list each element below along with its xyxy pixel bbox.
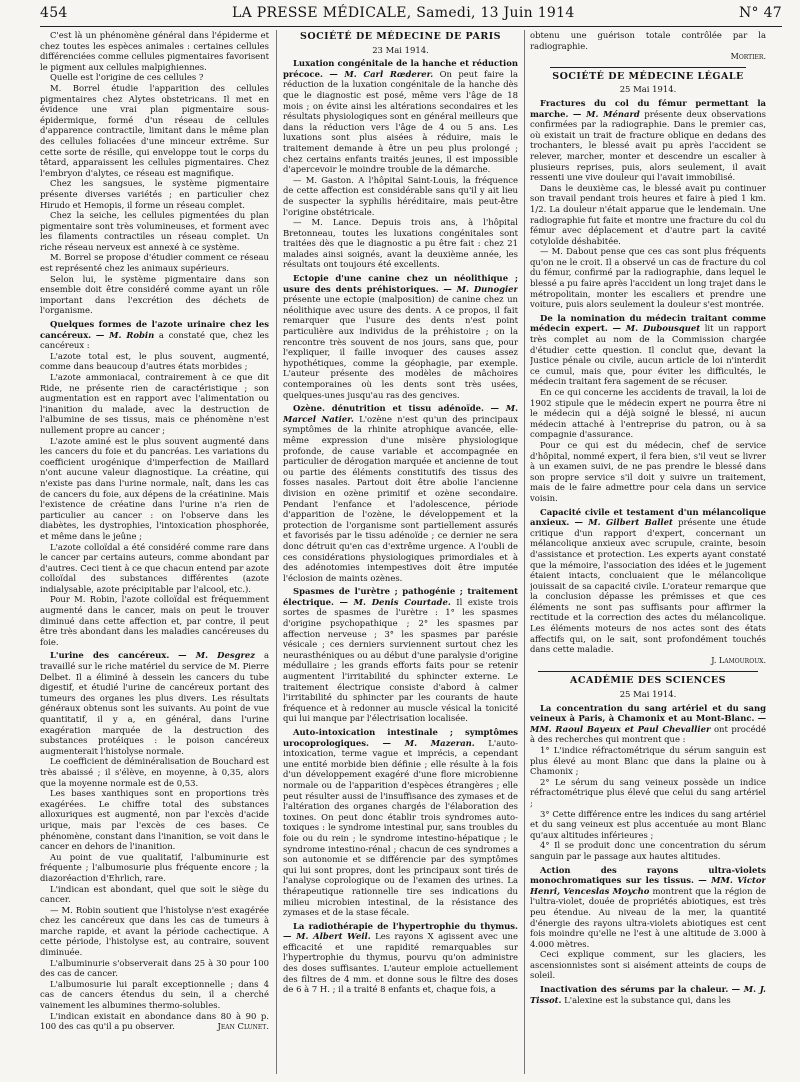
paragraph: a travaillé sur le riche matériel du service de M. Pierre Delbet. Il a éliminé à dessein les cancers du tube digestif, et étudié l'urine de cancéreux portant des tumeurs des organes les plus divers. Les résultats généraux obtenus sont les suivants. Au point de vue quantitatif, il y a, en général, dans l'urine exagération marquée de la destruction des substances protéiques : le poison cancéreux augmenterait l'histolyse normale. [40, 650, 269, 756]
article-author: — MM. Raoul Bayeux et Paul Chevallier [530, 713, 766, 734]
column-3 [530, 30, 766, 1074]
article-lead [530, 313, 766, 387]
article-title: L'urine des cancéreux. [50, 650, 170, 661]
article-author: — M. Albert Weil. [283, 931, 371, 942]
paragraph: a constaté que, chez les cancéreux : [40, 329, 269, 351]
paragraph: En ce qui concerne les accidents de travail, la loi de 1902 stipule que le médecin expert ne pourra être ni le médecin qui a déjà soigné le blessé, ni aucun médecin attaché à l'entreprise du patron, ou à sa compagnie d'assurance. [530, 387, 766, 440]
article-author: — MM. Victor Henri, Venceslas Moycho [530, 875, 766, 896]
paragraph: Les rayons X agissent avec une efficacité et une rapidité remarquables sur l'hypertrophie du thymus, pourvu qu'on administre des doses suffisantes. L'auteur emploie actuellement des filtres de 4 mm. et donne sous le filtre des doses de 6 à 7 H. ; il a traité 8 enfants et, chaque fois, a [283, 931, 518, 995]
paragraph: L'azote aminé est le plus souvent augmenté dans les cancers du foie et du pancréas. Les variations du coefficient urogénique d'imperfection de Maillard n'ont aucune valeur diagnostique. La créatine, qui n'existe pas dans l'urine normale, naît, dans les cas de cancers du foie, aux dépens de la créatinine. Mais l'existence de créatine dans l'urine n'a rien de particulier au cancer : on l'observe dans les diabètes, les dystrophies, l'intoxication phosphorée, et même dans le jeûne ; [40, 435, 269, 541]
paragraph: Il existe trois sortes de spasmes de l'urètre : 1° les spasmes d'origine psychopathique ; 2° les spasmes par affection nerveuse ; 3° les spasmes par parésie vésicale ; ces derniers surviennent surtout chez les neurasthéniques ou au début d'une paralysie d'origine médullaire ; les grands efforts faits pour se retenir augmentent l'irritabilité du sphincter externe. Le traitement électrique consiste d'abord à calmer l'irritabilité du sphincter par les courants de haute fréquence et à redonner au muscle vésical la tonicité qui lui manque par l'électrisation localisée. [283, 596, 518, 724]
paragraph: Selon lui, le système pigmentaire dans son ensemble doit être considéré comme ayant un rôle important dans l'excrétion des déchets de l'organisme. [40, 273, 269, 316]
paragraph: 3° Cette différence entre les indices du sang artériel et du sang veineux est plus accentuée au mont Blanc qu'aux altitudes inférieures ; [530, 808, 766, 840]
paragraph: L'indican est abondant, quel que soit le siège du cancer. [40, 883, 269, 905]
section-rule [550, 67, 746, 68]
issue-number: N° 47 [738, 5, 782, 21]
article-author: — M. Gilbert Ballet [574, 517, 673, 528]
article-title: Fractures du col du fémur permettant la marche. [530, 97, 766, 119]
paragraph: — M. Dabout pense que ces cas sont plus fréquents qu'on ne le croit. Il a observé un cas de fracture du col du fémur, confirmé par la radiographie, dans lequel le blessé a pu faire après l'accident un long trajet dans le métropolitain, monter les escaliers et prendre une voiture, puis alors seulement la douleur s'est montrée. [530, 246, 766, 310]
article-lead [530, 984, 766, 1005]
paragraph: Dans le deuxième cas, le blessé avait pu continuer son travail pendant trois heures et faire à pied 1 km. 1/2. La douleur n'était apparue que le lendemain. Une radiographie fut faite et montre une fracture du col du fémur avec déplacement et d'autre part la cavité cotyloïde déshabitée. [530, 182, 766, 246]
article-title: Auto-intoxication intestinale ; symptômes urocoprologiques. [283, 727, 518, 748]
paragraph: Quelle est l'origine de ces cellules ? [50, 72, 204, 83]
header-rule [40, 26, 782, 27]
article-lead [530, 98, 766, 183]
author-signature: J. Lamouroux. [711, 655, 766, 665]
paragraph: M. Borrel se propose d'étudier comment ce réseau est représenté chez les animaux supérieurs. [40, 252, 269, 274]
section-heading: SOCIÉTÉ DE MÉDECINE LÉGALE [552, 70, 744, 82]
journal-title: LA PRESSE MÉDICALE, Samedi, 13 Juin 1914 [232, 5, 575, 21]
paragraph: On peut faire la réduction de la luxation congénitale de la hanche dès que le diagnostic est posé, même vers l'âge de 18 mois ; on évite ainsi les altérations secondaires et les résultats physiologiques sont en général meilleurs que dans la réduction vers l'âge de 4 ou 5 ans. Les luxations sont plus aisées à réduire, mais le traitement demande à être un peu plus prolongé ; chez certains enfants traités jeunes, il est impossible d'apercevoir le moindre trouble de la démarche. [283, 68, 518, 175]
paragraph: Le coefficient de déminéralisation de Bouchard est très abaissé ; il s'élève, en moyenne, à 0,35, alors que la moyenne normale est de 0,53. [40, 756, 269, 788]
article-title: Ozène. dénutrition et tissu adénoïde. [293, 403, 484, 414]
article-title: Ectopie d'une canine chez un néolithique ; usure des dents préhistoriques. [283, 273, 518, 294]
article-lead [283, 58, 518, 175]
paragraph: L'albumosurie lui paraît exceptionnelle ; dans 4 cas de cancers étendus du sein, il a cherché vainement les albumines thermo-solubles. [40, 978, 269, 1011]
paragraph [40, 1011, 269, 1032]
paragraph: C'est là un phénomène général dans l'épiderme et chez toutes les espèces animales : certaines cellules différenciées comme cellules pigmentaires favorisent le pigment aux cellules malpighiennes. [40, 30, 269, 72]
paragraph: ont procédé à des recherches qui montrent que : [530, 723, 766, 745]
article-lead [283, 273, 518, 400]
paragraph: — M. Lance. Depuis trois ans, à l'hôpital Bretonneau, toutes les luxations congénitales sont traitées dès que le diagnostic a pu être fait : chez 21 malades ainsi soignés, avant la deuxième année, les résultats ont toujours été excellents. [283, 217, 518, 270]
article-author: — M. J. Tissot. [530, 984, 766, 1005]
paragraph: présente une ectopie (malposition) de canine chez un néolithique avec usure des dents. A ce propos, il fait remarquer que l'usure des dents n'est point particulière aux individus de la préhistoire ; on la rencontre très souvent de nos jours, sans que, pour l'expliquer, il faille invoquer des causes assez hypothétiques, comme la géophagie, par exemple. L'auteur présente des modèles de mâchoires contemporaines où les dents sont très usées, quelques-unes jusqu'au ras des gencives. [283, 294, 518, 400]
paragraph: L'auto-intoxication, terme vague et imprécis, a cependant une entité morbide bien définie ; elle résulte à la fois d'un développement exagéré d'une flore microbienne normale ou de l'apparition d'espèces étrangères ; elle peut résulter aussi de l'insuffisance des zymases et de l'altération des organes chargés de l'élaboration des toxines. On peut donc établir trois syndromes auto-toxiques : le syndrome intestinal pur, sans troubles du foie ou du rein ; le syndrome intestino-hépatique ; le syndrome intestino-rénal ; chacun de ces syndromes a son autonomie et se différencie par des symptômes qui lui sont propres, dont les principaux sont tirés de l'analyse coprologique ou de l'examen des urines. La thérapeutique rationnelle tire ses indications du milieu microbien intestinal, de la résistance des zymases et de la stase fécale. [283, 737, 518, 918]
article-title: La concentration du sang artériel et du sang veineux à Paris, à Chamonix et au Mont-Blanc. [530, 702, 766, 724]
article-lead [283, 727, 518, 918]
paragraph: Chez les sangsues, le système pigmentaire présente diverses variétés ; en particulier chez Hirudo et Hemopis, il forme un réseau complet. [40, 178, 269, 210]
article-title: La radiothérapie de l'hypertrophie du thymus. [293, 920, 518, 931]
paragraph: L'azote ammoniacal, contrairement à ce que dit Ride, ne présente rien de caractéristique ; son augmentation est en rapport avec l'alimentation ou l'inanition du malade, avec la destruction de l'albumine de ses tissus, mais ce phénomène n'est nullement propre au cancer ; [40, 372, 269, 435]
paragraph: Ceci explique comment, sur les glaciers, les ascensionnistes sont si aisément atteints de coups de soleil. [530, 949, 766, 981]
article-author: — M. Ménard [572, 108, 640, 119]
section-rule [538, 671, 758, 672]
article-lead [283, 921, 518, 995]
article-lead [283, 403, 518, 583]
article-lead [40, 319, 269, 351]
paragraph: — M. Robin soutient que l'histolyse n'est exagérée chez les cancéreux que dans les cas de tumeurs à marche rapide, et avant la période cachectique. A cette période, l'histolyse est, au contraire, souvent diminuée. [40, 904, 269, 958]
article-title: Inactivation des sérums par la chaleur. [540, 984, 729, 995]
article-author: — M. Robin [95, 329, 155, 340]
article-lead [40, 650, 269, 756]
paragraph: Pour ce qui est du médecin, chef de service d'hôpital, nommé expert, il fera bien, s'il veut se livrer à un examen suivi, de ne pas prendre le blessé dans son propre service s'il doit y suivre un traitement, mais de le faire admettre pour cela dans un service voisin. [530, 439, 766, 503]
article-author: — M. Desgrez [178, 650, 256, 661]
article-title: Capacité civile et testament d'un mélancolique anxieux. [530, 506, 766, 528]
article-author: — M. Marcel Natier. [283, 403, 518, 424]
paragraph: L'azote total est, le plus souvent, augmenté, comme dans beaucoup d'autres états morbides ; [40, 350, 269, 372]
paragraph: 1° L'indice réfractométrique du sérum sanguin est plus élevé au mont Blanc que dans la plaine ou à Chamonix ; [530, 745, 766, 777]
article-title: De la nomination du médecin traitant comme médecin expert. [530, 312, 766, 334]
paragraph: Les bases xanthiques sont en proportions très exagérées. Le chiffre total des substances alloxuriques est augmenté, non par l'excès d'acide urique, mais par l'excès de ces bases. Ce phénomène, constant dans l'inanition, se voit dans le cancer en dehors de l'inanition. [40, 788, 269, 852]
article-author: — M. Carl Rœderer. [329, 68, 434, 79]
paragraph: montrent que la région de l'ultra-violet, douée de propriétés abiotiques, est très peu étendue. Au niveau de la mer, la quantité d'énergie des rayons ultra-violets abiotiques est cent fois moindre qu'elle ne l'est à une altitude de 3.000 à 4.000 mètres. [530, 885, 766, 949]
section-date: 25 Mai 1914. [619, 84, 677, 95]
article-lead [530, 865, 766, 950]
section-heading: SOCIÉTÉ DE MÉDECINE DE PARIS [299, 31, 502, 42]
column-divider [524, 30, 525, 1074]
paragraph: 2° Le sérum du sang veineux possède un indice réfractométrique plus élevé que celui du sang artériel ; [530, 776, 766, 808]
paragraph: Chez la seiche, les cellules pigmentées du plan pigmentaire sont très volumineuses, et forment avec les filaments contractiles un réseau complet. Un riche réseau nerveux est annexé à ce système. [40, 210, 269, 252]
paragraph: L'albuminurie s'observerait dans 25 à 30 pour 100 des cas de cancer. [40, 957, 269, 979]
column-1 [40, 30, 269, 1074]
article-lead [283, 586, 518, 724]
section-date: 23 Mai 1914. [372, 44, 429, 55]
article-author: — M. Denis Courtade. [339, 596, 451, 607]
paragraph: présente deux observations confirmées par la radiographie. Dans le premier cas, où existait un trait de fracture oblique en dedans des trochanters, le blessé avait pu après l'accident se relever, marcher, monter et descendre un escalier à plusieurs reprises, puis, alors seulement, il avait ressenti une vive douleur qui l'avait immobilisé. [530, 108, 766, 183]
page-number: 454 [40, 5, 68, 21]
author-signature: Mortier. [730, 52, 766, 62]
article-title: Luxation congénitale de la hanche et réduction précoce. [283, 58, 518, 79]
paragraph: Pour M. Robin, l'azote colloïdal est fréquemment augmenté dans le cancer, mais on peut le trouver diminué dans cette affection et, par contre, il peut être très abondant dans les maladies cancéreuses du foie. [40, 594, 269, 647]
paragraph: Au point de vue qualitatif, l'albuminurie est fréquente ; l'albumosurie plus fréquente encore ; la diazoréaction d'Ehrlich, rare. [40, 851, 269, 883]
article-title: Action des rayons ultra-violets monochromatiques sur les tissus. [530, 864, 766, 886]
running-header [40, 2, 782, 24]
paragraph: L'ozène n'est qu'un des principaux symptômes de la rhinite atrophique avancée, elle-même expression d'une misère physiologique profonde, de cause variable et accompagnée en particulier de dérogation marquée et ancienne de tout ou partie des éléments constitutifs des tissus des fosses nasales. Partout doit être abolie l'ancienne division en ozène primitif et ozène secondaire. Pendant l'enfance et l'adolescence, période d'apparition de l'ozène, le développement et la protection de l'organisme sont partiellement assurés et favorisés par le tissu adénoïde ; ce dernier ne sera donc détruit qu'en cas d'extrême urgence. A l'oubli de ces considérations physiologiques primordiales et à des adénotomies intempestives doit être imputée l'éclosion de maints ozènes. [283, 413, 518, 583]
paragraph: L'alexine est la substance qui, dans les [564, 994, 731, 1005]
section-heading: ACADÉMIE DES SCIENCES [570, 675, 726, 687]
section-date: 25 Mai 1914. [619, 689, 677, 700]
paragraph: L'azote colloïdal a été considéré comme rare dans le cancer par certains auteurs, comme abondant par d'autres. Ceci tient à ce que chacun entend par azote colloïdal des substances différentes (azote indialysable, azote précipitable par l'alcool, etc.). [40, 541, 269, 594]
paragraph-text: L'indican existait en abondance dans 80 à 90 p. 100 des cas qu'il a pu observer. [40, 1010, 269, 1032]
article-title: Spasmes de l'urètre ; pathogénie ; traitement électrique. [283, 586, 518, 607]
article-author: — M. Dunogier [443, 283, 518, 294]
article-lead [530, 703, 766, 745]
paragraph: lit un rapport très complet au nom de la Commission chargée d'étudier cette question. Il conclut que, devant la Justice pénale ou civile, aucun article de loi n'interdit ce cumul, mais que, pour éviter les difficultés, le médecin traitant fera sagement de se récuser. [530, 323, 766, 387]
article-author: — M. Mazeran. [382, 737, 475, 748]
paragraph: obtenu une guérison totale contrôlée par la radiographie. [530, 30, 766, 51]
author-signature: Jean Clunet. [217, 1021, 269, 1032]
paragraph: présente une étude critique d'un rapport d'expert, concernant un mélancolique anxieux avec scrupule, crainte, besoin d'assistance et protection. Les experts ayant constaté que la mémoire, l'association des idées et le jugement étaient intacts, concluaient que le mélancolique jouissait de sa capacité civile. L'orateur remarque que la conclusion dépasse les prémisses et que ces éléments ne sont pas suffisants pour affirmer la rectitude et la correction des actes du mélancolique. Les éléments moteurs de nos actes sont des états affectifs qui, on le sait, sont profondément touchés dans cette maladie. [530, 517, 766, 655]
column-2 [283, 30, 518, 1074]
paragraph: M. Borrel étudie l'apparition des cellules pigmentaires chez Alytes obstetricans. Il met en évidence une vrai plan pigmentaire sous-épidermique, formé d'un réseau de cellules d'apparence contractile, limitant dans le même plan des cellules foliacées d'une minceur extrême. Sur cette sorte de résille, qui enveloppe tout le corps du têtard, apparaissent les cellules pigmentaires. Chez l'embryon d'alytes, ce réseau est magnifique. [40, 82, 269, 178]
paragraph: — M. Gaston. A l'hôpital Saint-Louis, la fréquence de cette affection est considérable sans qu'il y ait lieu de suspecter la syphilis héréditaire, mais peut-être l'origine obstétricale. [283, 174, 518, 217]
article-lead [530, 507, 766, 655]
column-divider [276, 30, 277, 1074]
article-author: — M. Dubousquet [612, 323, 701, 334]
paragraph: 4° Il se produit donc une concentration du sérum sanguin par le passage aux hautes altitudes. [530, 840, 766, 861]
article-title: Quelques formes de l'azote urinaire chez les cancéreux. [40, 319, 269, 340]
